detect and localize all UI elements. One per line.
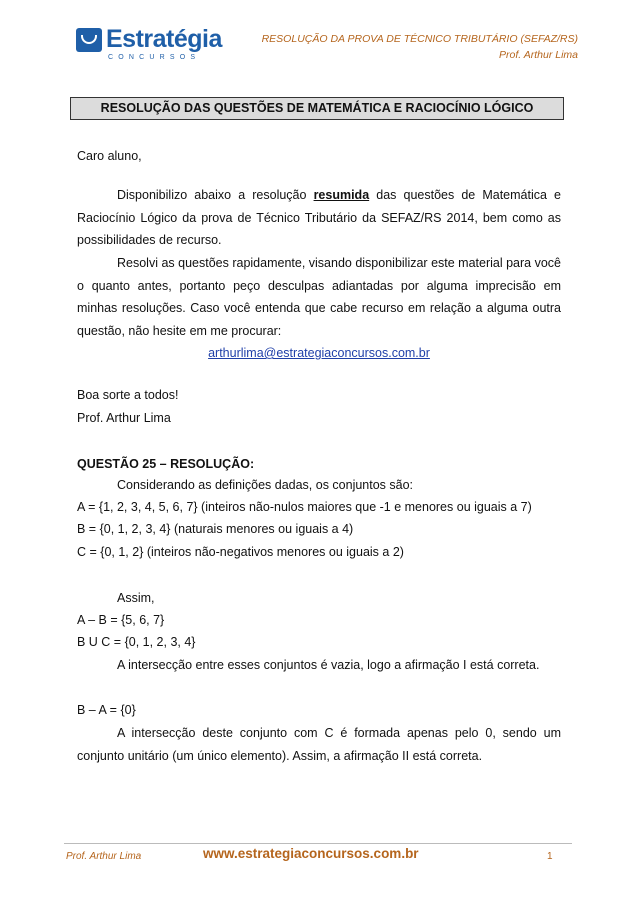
p1-after: das questões de Matemática e Raciocínio Lógico da prova de Técnico Tributário da SEFAZ/RS 2014, bem como as possibilidades de recurso. xyxy=(77,188,561,247)
footer-site-link[interactable]: www.estrategiaconcursos.com.br xyxy=(203,846,419,861)
contact-email-link[interactable]: arthurlima@estrategiaconcursos.com.br xyxy=(208,346,430,360)
section-title: RESOLUÇÃO DAS QUESTÕES DE MATEMÁTICA E RACIOCÍNIO LÓGICO xyxy=(70,97,564,120)
question-line: B = {0, 1, 2, 3, 4} (naturais menores ou iguais a 4) xyxy=(77,522,354,536)
estrategia-logo xyxy=(76,24,222,64)
greeting: Caro aluno, xyxy=(77,149,142,163)
question-line: Considerando as definições dadas, os conjuntos são: xyxy=(117,478,414,492)
owl-logo-icon xyxy=(76,28,102,52)
question-line: B U C = {0, 1, 2, 3, 4} xyxy=(77,635,196,649)
header-title xyxy=(262,31,578,63)
question-line: Assim, xyxy=(117,591,155,605)
closing-line-1: Boa sorte a todos! xyxy=(77,388,179,402)
question-line: A intersecção entre esses conjuntos é vazia, logo a afirmação I está correta. xyxy=(117,658,540,672)
question-heading: QUESTÃO 25 – RESOLUÇÃO: xyxy=(77,457,255,471)
question-line: B – A = {0} xyxy=(77,703,136,717)
header-title-line2: Prof. Arthur Lima xyxy=(499,49,578,61)
intro-paragraph-1 xyxy=(77,184,561,252)
question-line: C = {0, 1, 2} (inteiros não-negativos menores ou iguais a 2) xyxy=(77,545,404,559)
header-title-line1: RESOLUÇÃO DA PROVA DE TÉCNICO TRIBUTÁRIO (SEFAZ/RS) xyxy=(261,33,578,45)
page-number: 1 xyxy=(547,851,553,862)
question-line: A – B = {5, 6, 7} xyxy=(77,613,165,627)
closing-line-2: Prof. Arthur Lima xyxy=(77,411,171,425)
question-last-paragraph: A intersecção deste conjunto com C é formada apenas pelo 0, sendo um conjunto unitário (um único elemento). Assim, a afirmação II está correta. xyxy=(77,726,561,763)
footer-author: Prof. Arthur Lima xyxy=(66,851,142,862)
p1-emphasis: resumida xyxy=(313,188,370,202)
intro-paragraph-2: Resolvi as questões rapidamente, visando disponibilizar este material para você o quanto antes, portanto peço desculpas adiantadas por alguma imprecisão em minhas resoluções. Caso você entenda que cabe recurso em relação a alguma outra questão, não hesite em me procurar: xyxy=(77,256,561,338)
footer-divider xyxy=(64,843,572,844)
question-line: A = {1, 2, 3, 4, 5, 6, 7} (inteiros não-nulos maiores que -1 e menores ou iguais a 7) xyxy=(77,500,532,514)
logo-brand: Estratégia xyxy=(106,25,222,53)
p1-before: Disponibilizo abaixo a resolução xyxy=(117,188,314,202)
logo-subtitle: CONCURSOS xyxy=(108,54,201,61)
